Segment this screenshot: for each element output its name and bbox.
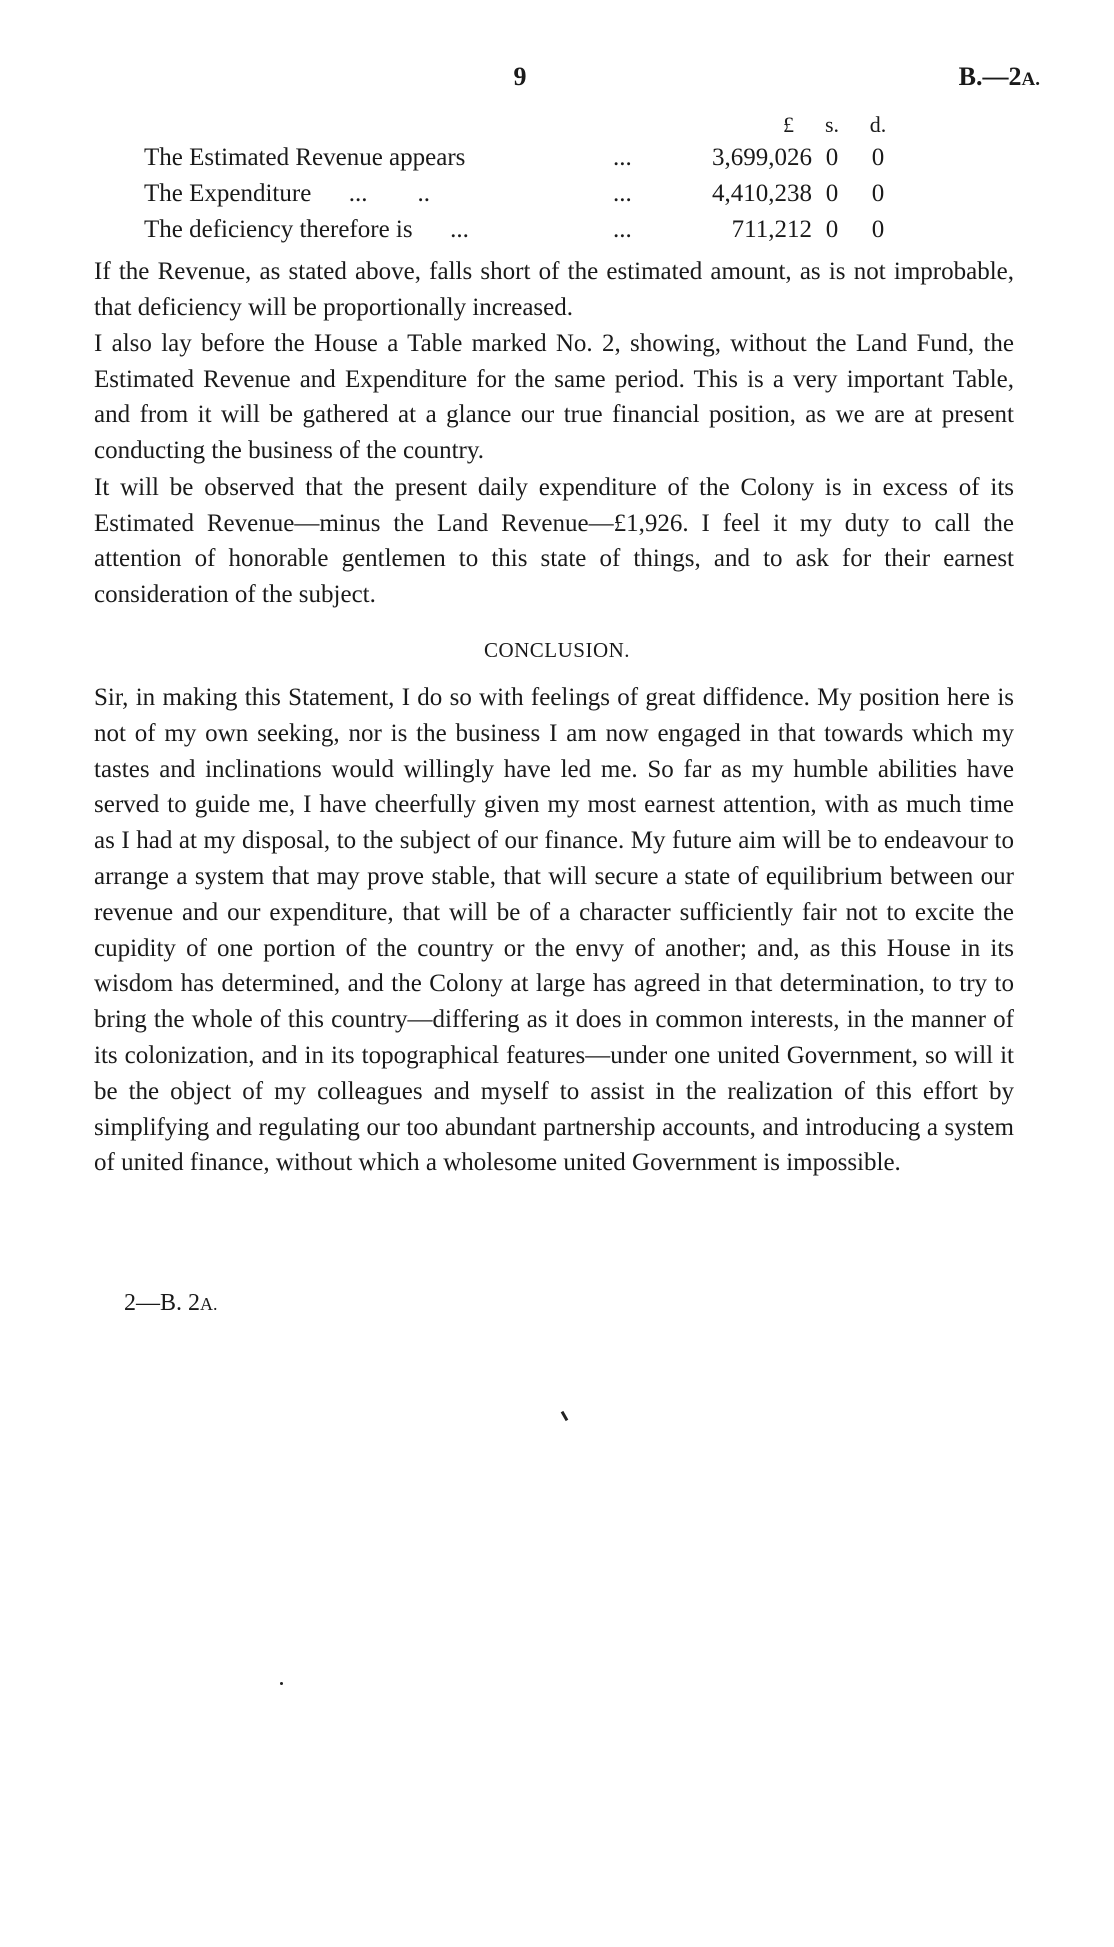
signature-ref-main: 2—B. 2 xyxy=(124,1290,201,1316)
pence-column-header: d. xyxy=(869,112,887,137)
paragraph-table-two: I also lay before the House a Table marked No. 2, showing, without the Land Fund, the Estimated Revenue and Expenditure for the same period. This is a very important Table, and from it will be gathered at a glance our true financial position, as we are at present conducting the business of the country. xyxy=(94,330,1014,464)
body-paragraph xyxy=(94,470,1014,612)
summary-row-pence: 0 xyxy=(871,216,885,243)
document-signature-ref xyxy=(124,1290,218,1317)
summary-row-revenue xyxy=(144,144,904,180)
summary-row-pounds: 4,410,238 xyxy=(712,180,812,207)
section-heading-conclusion: CONCLUSION. xyxy=(483,638,631,662)
summary-row-pence: 0 xyxy=(871,180,885,207)
summary-row-leader: ... xyxy=(613,216,632,243)
ink-speck xyxy=(280,1682,283,1685)
summary-row-shillings: 0 xyxy=(825,216,839,243)
summary-row-pounds: 711,212 xyxy=(731,216,812,243)
document-reference-suffix: A. xyxy=(1021,69,1040,90)
summary-row-pounds: 3,699,026 xyxy=(712,144,812,171)
summary-row-expenditure xyxy=(144,180,904,216)
summary-row-leader: ... xyxy=(613,144,632,171)
body-paragraph xyxy=(94,326,1014,468)
paragraph-conclusion: Sir, in making this Statement, I do so with feelings of great diffidence. My position here is not of my own seeking, nor is the business I am now engaged in that towards which my tastes and inclinations would willingly have led me. So far as my humble abilities have served to guide me, I have cheerfully given my most earnest attention, with as much time as I had at my disposal, to the subject of our finance. My future aim will be to endeavour to arrange a system that may prove stable, that will secure a state of equilibrium between our revenue and our expenditure, that will be of a character sufficiently fair not to excite the cupidity of one portion of the country or the envy of another; and, as this House in its wisdom has determined, and the Colony at large has agreed in that determination, to try to bring the whole of this country—differing as it does in common interests, in the manner of its colonization, and in its topographical features—under one united Government, so will it be the object of my colleagues and myself to assist in the realization of this effort by simplifying and regulating our too abundant partnership accounts, and introducing a system of united finance, without which a wholesome united Government is impossible. xyxy=(94,684,1014,1177)
summary-row-leader: ... xyxy=(613,180,632,207)
summary-row-label: The deficiency therefore is ... xyxy=(144,216,469,243)
signature-ref-suffix: A. xyxy=(200,1294,218,1314)
pounds-column-header: £ xyxy=(783,112,794,137)
body-paragraph xyxy=(94,254,1014,325)
summary-header-row xyxy=(144,112,904,144)
page-number: 9 xyxy=(513,62,527,91)
summary-row-pence: 0 xyxy=(871,144,885,171)
document-reference xyxy=(880,62,1040,92)
document-reference-main: B.—2 xyxy=(958,62,1022,91)
revenue-summary-table xyxy=(144,112,904,252)
body-paragraph xyxy=(94,680,1014,1181)
paragraph-daily-expenditure: It will be observed that the present daily expenditure of the Colony is in excess of its Estimated Revenue—minus the Land Revenue—£1,926. I feel it my duty to call the attention of honorable gentlemen to this state of things, and to ask for their earnest consideration of the subject. xyxy=(94,474,1014,608)
summary-row-shillings: 0 xyxy=(825,180,839,207)
ink-speck xyxy=(561,1411,569,1421)
summary-row-label: The Estimated Revenue appears xyxy=(144,144,466,171)
summary-row-shillings: 0 xyxy=(825,144,839,171)
paragraph-deficiency-note: If the Revenue, as stated above, falls short of the estimated amount, as is not improbable, that deficiency will be proportionally increased. xyxy=(94,258,1014,321)
summary-row-label: The Expenditure ... .. xyxy=(144,180,431,207)
shillings-column-header: s. xyxy=(824,112,840,137)
summary-row-deficiency xyxy=(144,216,904,252)
